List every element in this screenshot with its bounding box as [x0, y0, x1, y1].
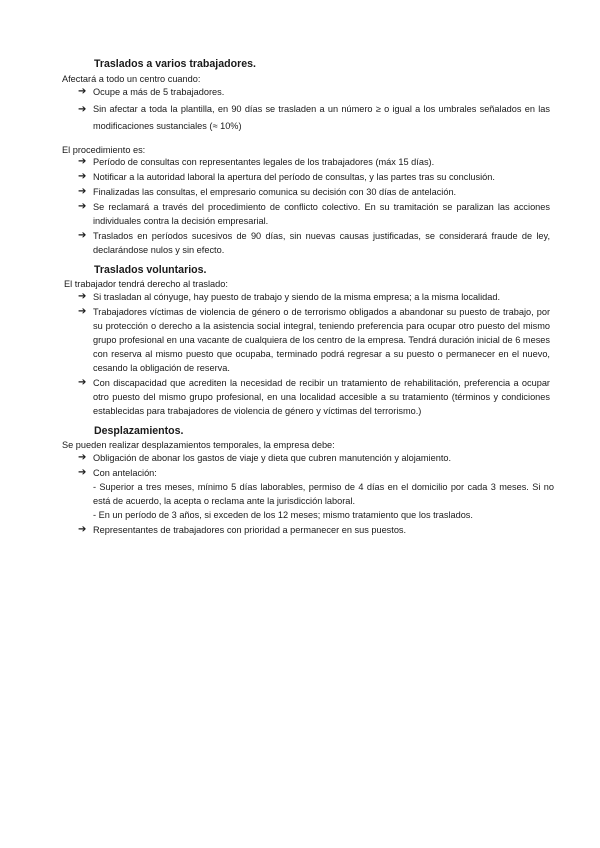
arrow-bullet-icon: ➔ — [78, 291, 87, 302]
list-item: ➔ Trabajadores víctimas de violencia de género o de terrorismo obligados a abandonar su puesto de trabajo, por su protección o derecho a la asistencia social integral, teniendo preferencia para ocupar otro puesto del mismo grupo profesional en una vacante de cualquiera de los centro de la empresa. Tendrá duración inicial de 6 meses con reserva al mismo puesto que ocupaba, terminado podrá regresar a su puesto o permanecer en el nuevo, cesando la obligación de reserva. — [78, 306, 550, 373]
list-item: ➔ Se reclamará a través del procedimiento de conflicto colectivo. En su tramitación se paralizan las acciones individuales contra la decisión empresarial. — [78, 201, 550, 226]
arrow-bullet-icon: ➔ — [78, 467, 87, 478]
arrow-bullet-icon: ➔ — [78, 104, 87, 115]
list-traslados-voluntarios — [78, 290, 550, 421]
arrow-bullet-icon: ➔ — [78, 86, 87, 97]
intro-desplazamientos: Se pueden realizar desplazamientos temporales, la empresa debe: — [62, 440, 335, 450]
arrow-bullet-icon: ➔ — [78, 452, 87, 463]
arrow-bullet-icon: ➔ — [78, 377, 87, 388]
list-item: ➔ Notificar a la autoridad laboral la apertura del período de consultas, y las partes tras su conclusión. — [78, 171, 495, 182]
list-item: ➔ Si trasladan al cónyuge, hay puesto de trabajo y siendo de la misma empresa; a la misma localidad. — [78, 291, 501, 302]
list-item: ➔ Con antelación: - Superior a tres meses, mínimo 5 días laborables, permiso de 4 días en el domicilio por cada 3 meses. Si no está de acuerdo, la acepta o reclama ante la jurisdicción laboral. - En un período de 3 años, si exceden de los 12 meses; mismo tratamiento que los traslados. — [78, 467, 554, 520]
list-desplazamientos — [78, 451, 554, 540]
intro-procedimiento: El procedimiento es: — [62, 145, 146, 155]
list-item: ➔ Sin afectar a toda la plantilla, en 90 días se trasladen a un número ≥ o igual a los umbrales señalados en las modificaciones sustanciales (≈ 10%) — [78, 101, 550, 135]
list-traslados-varios — [78, 85, 550, 138]
list-item: ➔ Representantes de trabajadores con prioridad a permanecer en sus puestos. — [78, 524, 407, 535]
list-item: ➔ Obligación de abonar los gastos de viaje y dieta que cubren manutención y alojamiento. — [78, 452, 452, 463]
heading-traslados-varios: Traslados a varios trabajadores. — [94, 58, 256, 70]
heading-desplazamientos: Desplazamientos. — [94, 425, 184, 437]
intro-traslados-varios: Afectará a todo un centro cuando: — [62, 74, 201, 84]
arrow-bullet-icon: ➔ — [78, 201, 87, 212]
heading-traslados-voluntarios: Traslados voluntarios. — [94, 264, 207, 276]
list-item: ➔ Finalizadas las consultas, el empresario comunica su decisión con 30 días de antelación. — [78, 186, 457, 197]
list-procedimiento — [78, 155, 550, 258]
intro-traslados-voluntarios: El trabajador tendrá derecho al traslado: — [64, 279, 228, 289]
arrow-bullet-icon: ➔ — [78, 156, 87, 167]
arrow-bullet-icon: ➔ — [78, 230, 87, 241]
arrow-bullet-icon: ➔ — [78, 306, 87, 317]
list-item: ➔ Período de consultas con representantes legales de los trabajadores (máx 15 días). — [78, 156, 435, 167]
arrow-bullet-icon: ➔ — [78, 186, 87, 197]
list-item: ➔ Ocupe a más de 5 trabajadores. — [78, 86, 225, 97]
list-item: ➔ Traslados en períodos sucesivos de 90 días, sin nuevas causas justificadas, se considerará fraude de ley, declarándose nulos y sin efecto. — [78, 230, 550, 255]
arrow-bullet-icon: ➔ — [78, 524, 87, 535]
list-item: ➔ Con discapacidad que acrediten la necesidad de recibir un tratamiento de rehabilitación, preferencia a ocupar otro puesto del mismo grupo profesional, en una localidad accesible a su tratamiento (términos y condiciones establecidas para trabajadores de violencia de género y víctimas del terrorismo.) — [78, 377, 550, 416]
arrow-bullet-icon: ➔ — [78, 171, 87, 182]
